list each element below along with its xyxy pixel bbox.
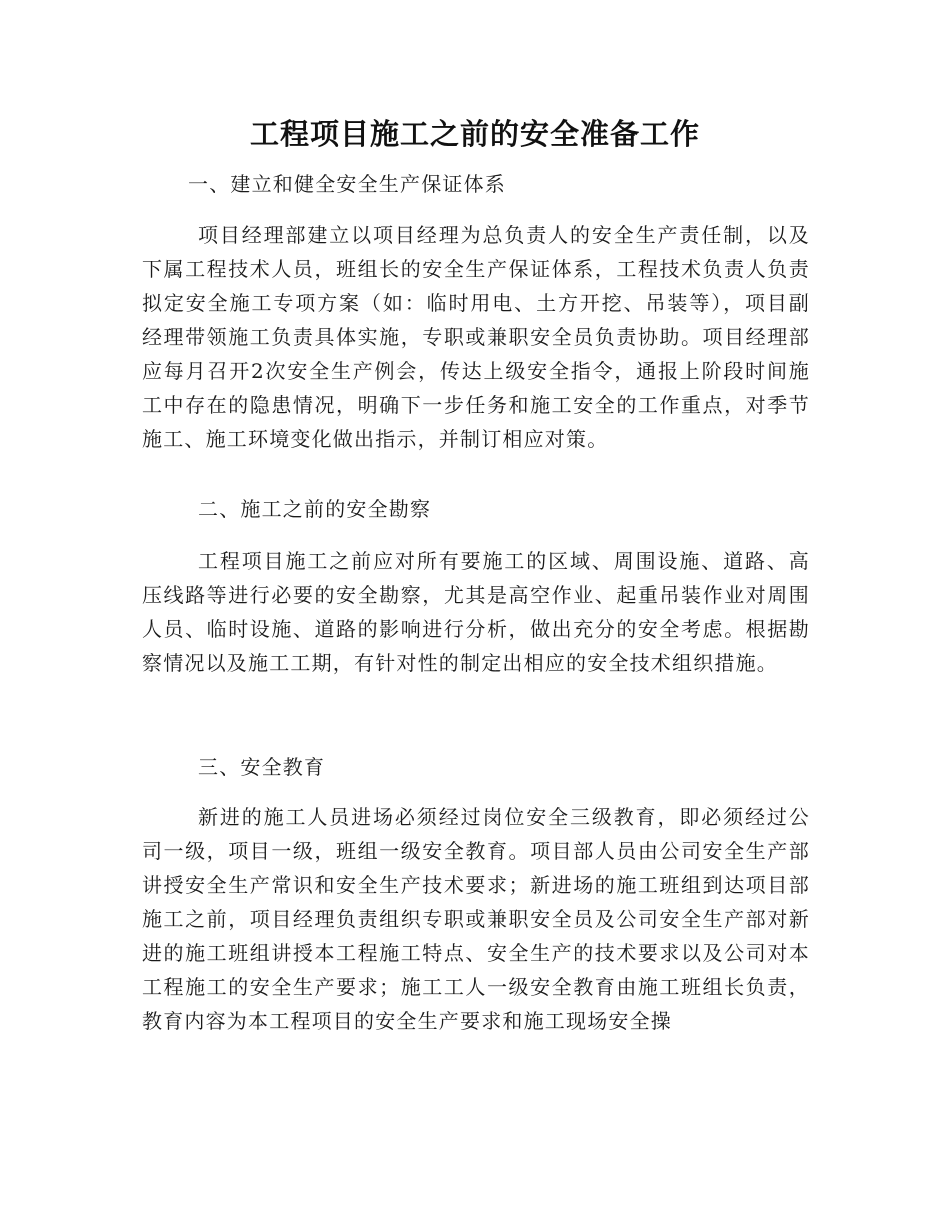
section-1-heading: 一、建立和健全安全生产保证体系 xyxy=(188,172,506,196)
section-3-heading: 三、安全教育 xyxy=(198,755,326,779)
section-2-paragraph: 工程项目施工之前应对所有要施工的区域、周围设施、道路、高压线路等进行必要的安全勘察，尤其是高空作业、起重吊装作业对周围人员、临时设施、道路的影响进行分析，做出充分的安全考虑。根据勘察情况以及施工工期，有针对性的制定出相应的安全技术组织措施。 xyxy=(142,549,810,675)
document-title: 工程项目施工之前的安全准备工作 xyxy=(249,117,700,151)
section-2-heading: 二、施工之前的安全勘察 xyxy=(198,497,432,521)
section-1-paragraph: 项目经理部建立以项目经理为总负责人的安全生产责任制，以及下属工程技术人员，班组长的安全生产保证体系，工程技术负责人负责拟定安全施工专项方案（如：临时用电、土方开挖、吊装等），项目副经理带领施工负责具体实施，专职或兼职安全员负责协助。项目经理部应每月召开2次安全生产例会，传达上级安全指令，通报上阶段时间施工中存在的隐患情况，明确下一步任务和施工安全的工作重点，对季节施工、施工环境变化做出指示，并制订相应对策。 xyxy=(142,223,810,451)
section-3-paragraph: 新进的施工人员进场必须经过岗位安全三级教育，即必须经过公司一级，项目一级，班组一级安全教育。项目部人员由公司安全生产部讲授安全生产常识和安全生产技术要求；新进场的施工班组到达项目部施工之前，项目经理负责组织专职或兼职安全员及公司安全生产部对新进的施工班组讲授本工程施工特点、安全生产的技术要求以及公司对本工程施工的安全生产要求；施工工人一级安全教育由施工班组长负责，教育内容为本工程项目的安全生产要求和施工现场安全操 xyxy=(142,805,810,1033)
